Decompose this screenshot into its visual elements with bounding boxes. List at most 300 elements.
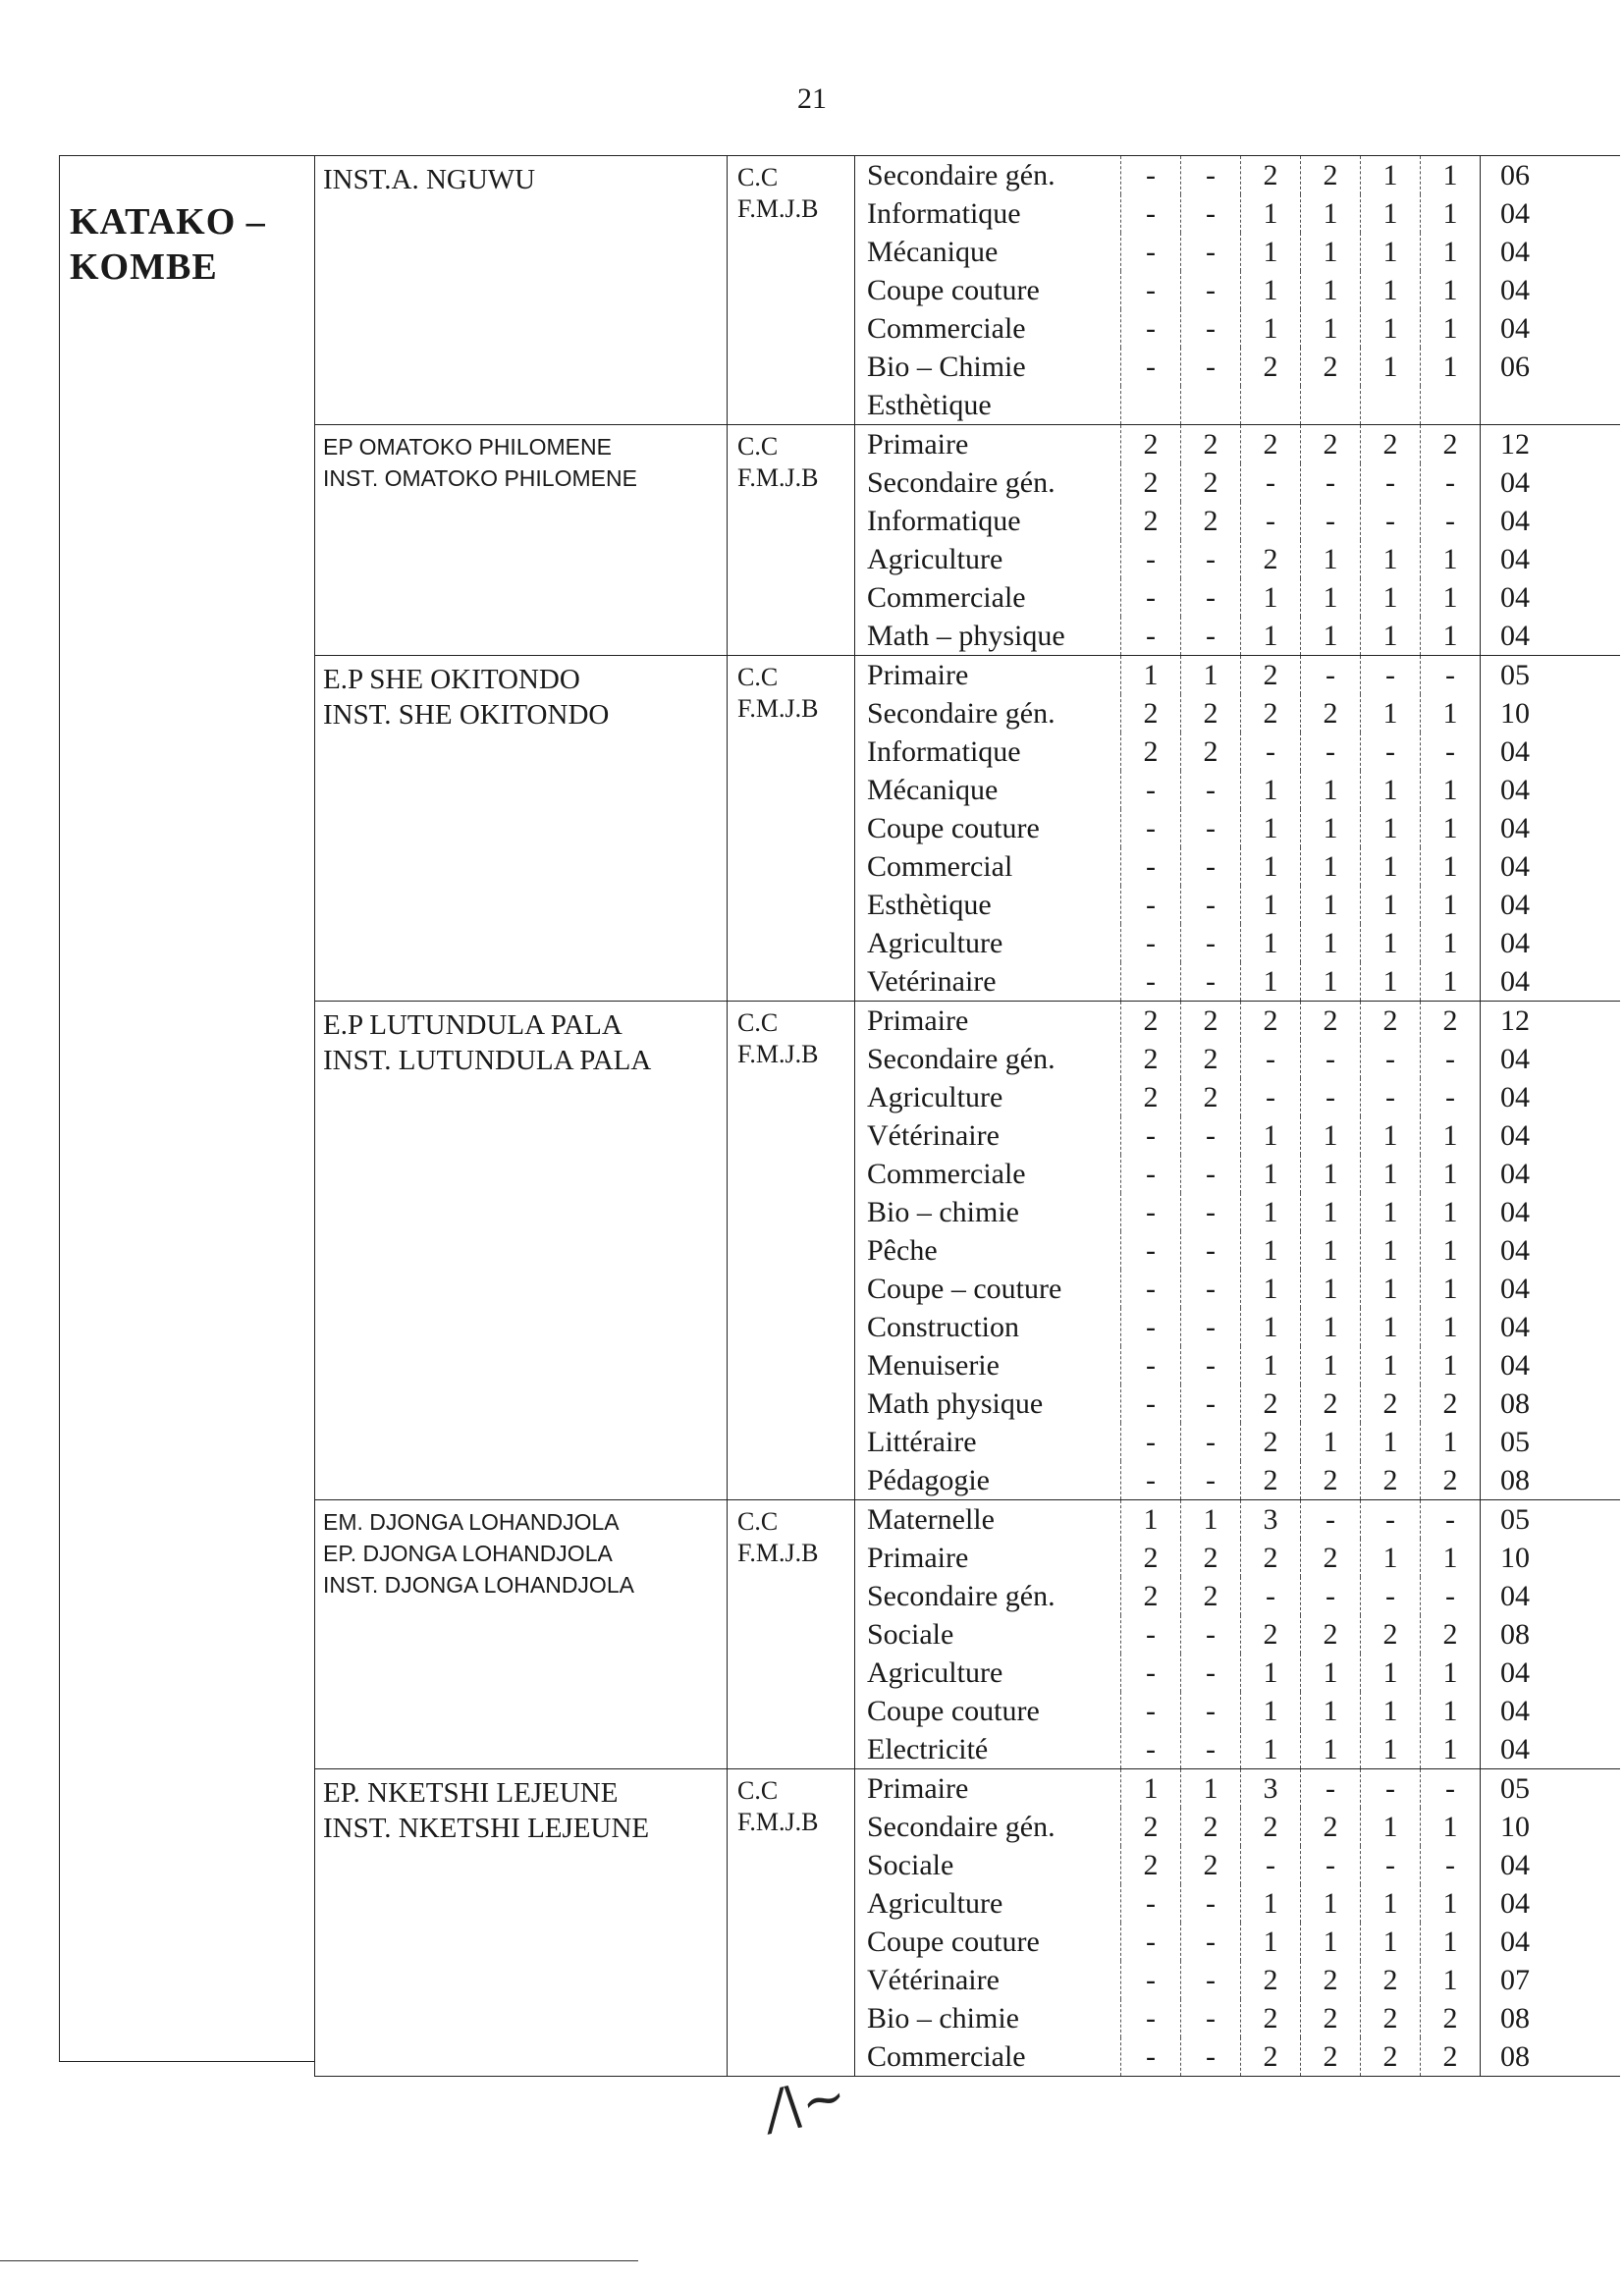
class-count: 1 <box>1420 233 1480 271</box>
table-row <box>855 1884 1620 1923</box>
row-total: 04 <box>1480 847 1549 886</box>
row-total: 04 <box>1480 886 1549 924</box>
option-name: Esthètique <box>867 888 992 921</box>
row-total: 10 <box>1480 1539 1549 1577</box>
class-count: - <box>1120 771 1180 809</box>
class-count: 1 <box>1360 1308 1420 1346</box>
table-row <box>855 1002 1620 1040</box>
table-row <box>855 733 1620 771</box>
class-count: 2 <box>1180 1002 1240 1040</box>
class-count: - <box>1120 1461 1180 1499</box>
table-row <box>855 233 1620 271</box>
class-count: - <box>1120 1654 1180 1692</box>
class-count: 2 <box>1300 1539 1360 1577</box>
option-name: Informatique <box>867 734 1021 768</box>
class-count: 1 <box>1240 233 1300 271</box>
row-total: 04 <box>1480 1654 1549 1692</box>
class-count: 2 <box>1300 156 1360 194</box>
row-total: 05 <box>1480 1769 1549 1808</box>
class-count: - <box>1180 348 1240 386</box>
school-name-cell <box>315 1769 728 2076</box>
row-total: 04 <box>1480 1078 1549 1116</box>
option-name: Secondaire gén. <box>867 696 1056 730</box>
row-total: 04 <box>1480 1692 1549 1730</box>
class-count: - <box>1360 1846 1420 1884</box>
class-count: 2 <box>1360 1999 1420 2037</box>
management-cell <box>728 156 855 424</box>
class-count: - <box>1120 1692 1180 1730</box>
row-total: 04 <box>1480 771 1549 809</box>
table-row <box>855 1040 1620 1078</box>
class-count: 1 <box>1360 1539 1420 1577</box>
class-count: 1 <box>1300 1423 1360 1461</box>
class-count: 1 <box>1300 847 1360 886</box>
class-count: 2 <box>1240 1615 1300 1654</box>
row-total: 04 <box>1480 1577 1549 1615</box>
table-row <box>855 1231 1620 1270</box>
class-count: - <box>1180 847 1240 886</box>
class-count: 3 <box>1240 1500 1300 1539</box>
class-count: 1 <box>1240 1270 1300 1308</box>
class-count: - <box>1120 847 1180 886</box>
row-total: 04 <box>1480 1923 1549 1961</box>
table-row <box>855 617 1620 655</box>
option-name: Commerciale <box>867 2039 1026 2073</box>
class-count: 1 <box>1360 1270 1420 1308</box>
class-count: 1 <box>1360 348 1420 386</box>
class-count: 1 <box>1360 771 1420 809</box>
row-total: 04 <box>1480 962 1549 1001</box>
class-count: - <box>1120 2037 1180 2076</box>
row-total: 06 <box>1480 348 1549 386</box>
option-rows <box>855 1002 1620 1499</box>
class-count: 2 <box>1420 1384 1480 1423</box>
table-row <box>855 309 1620 348</box>
class-count: - <box>1120 809 1180 847</box>
class-count: 1 <box>1420 540 1480 578</box>
class-count: 2 <box>1240 2037 1300 2076</box>
class-count: 2 <box>1120 1539 1180 1577</box>
class-count: 2 <box>1120 1002 1180 1040</box>
option-name: Secondaire gén. <box>867 1042 1056 1075</box>
row-total: 04 <box>1480 578 1549 617</box>
table-row <box>855 1730 1620 1768</box>
handwritten-initials: /\~ <box>760 2064 852 2142</box>
table-row <box>855 348 1620 386</box>
class-count: - <box>1360 1769 1420 1808</box>
class-count: 1 <box>1420 694 1480 733</box>
table-row <box>855 1961 1620 1999</box>
option-name: Agriculture <box>867 1655 1003 1689</box>
class-count: - <box>1180 1461 1240 1499</box>
class-count: 1 <box>1240 1730 1300 1768</box>
option-name: Primaire <box>867 1004 969 1037</box>
class-count: 2 <box>1420 425 1480 463</box>
class-count: 1 <box>1300 1730 1360 1768</box>
school-name-cell <box>315 425 728 655</box>
class-count: 1 <box>1120 1500 1180 1539</box>
management-code: C.C <box>737 1776 779 1805</box>
management-code: F.M.J.B <box>737 1040 819 1068</box>
class-count: 1 <box>1240 809 1300 847</box>
row-total: 04 <box>1480 733 1549 771</box>
class-count: 1 <box>1360 271 1420 309</box>
class-count: 1 <box>1360 617 1420 655</box>
class-count: 1 <box>1240 1654 1300 1692</box>
class-count: 1 <box>1240 886 1300 924</box>
management-code: C.C <box>737 663 779 691</box>
option-name: Primaire <box>867 1771 969 1805</box>
class-count: 1 <box>1240 847 1300 886</box>
class-count: - <box>1120 1346 1180 1384</box>
option-name: Construction <box>867 1310 1019 1343</box>
table-row <box>855 156 1620 194</box>
class-count: 1 <box>1420 1654 1480 1692</box>
class-count: - <box>1120 1961 1180 1999</box>
school-name-cell <box>315 1002 728 1499</box>
class-count <box>1420 386 1480 424</box>
class-count: 1 <box>1360 1346 1420 1384</box>
region-name-line: KATAKO – <box>70 201 266 243</box>
class-count: 2 <box>1120 1040 1180 1078</box>
class-count: - <box>1360 1577 1420 1615</box>
class-count: - <box>1180 1384 1240 1423</box>
class-count: 1 <box>1420 1270 1480 1308</box>
class-count: - <box>1300 1769 1360 1808</box>
management-cell <box>728 656 855 1001</box>
row-total: 04 <box>1480 1040 1549 1078</box>
option-name: Vétérinaire <box>867 1963 1000 1996</box>
row-total: 10 <box>1480 1808 1549 1846</box>
row-total: 04 <box>1480 309 1549 348</box>
class-count: 1 <box>1360 309 1420 348</box>
table-row <box>855 1577 1620 1615</box>
class-count: 2 <box>1120 1577 1180 1615</box>
class-count: 2 <box>1300 1384 1360 1423</box>
class-count: - <box>1180 1231 1240 1270</box>
class-count: - <box>1360 1040 1420 1078</box>
class-count: 1 <box>1300 1155 1360 1193</box>
class-count: - <box>1240 1040 1300 1078</box>
class-count: 1 <box>1300 1884 1360 1923</box>
class-count: - <box>1180 924 1240 962</box>
class-count: - <box>1120 578 1180 617</box>
class-count: - <box>1420 1040 1480 1078</box>
class-count: 2 <box>1180 1846 1240 1884</box>
class-count: 1 <box>1360 1884 1420 1923</box>
class-count: - <box>1180 1308 1240 1346</box>
class-count: 1 <box>1300 771 1360 809</box>
class-count: 1 <box>1360 1730 1420 1768</box>
class-count: 2 <box>1180 1078 1240 1116</box>
class-count: 1 <box>1300 809 1360 847</box>
option-name: Coupe couture <box>867 1694 1040 1727</box>
class-count: - <box>1120 617 1180 655</box>
class-count: - <box>1120 1231 1180 1270</box>
table-row <box>855 1193 1620 1231</box>
school-name: EP OMATOKO PHILOMENE <box>323 434 612 460</box>
class-count: 2 <box>1300 1961 1360 1999</box>
class-count: 1 <box>1180 1769 1240 1808</box>
class-count: 1 <box>1300 578 1360 617</box>
class-count: 2 <box>1180 502 1240 540</box>
class-count: - <box>1120 1730 1180 1768</box>
class-count: - <box>1180 1961 1240 1999</box>
school-block <box>314 1768 1620 2077</box>
option-name: Primaire <box>867 658 969 691</box>
school-name: INST. NKETSHI LEJEUNE <box>323 1813 650 1844</box>
management-cell <box>728 1500 855 1768</box>
row-total: 10 <box>1480 694 1549 733</box>
class-count: 1 <box>1300 540 1360 578</box>
class-count: 1 <box>1420 1308 1480 1346</box>
class-count: - <box>1120 1999 1180 2037</box>
class-count: 1 <box>1360 1155 1420 1193</box>
table-row <box>855 1923 1620 1961</box>
table-row <box>855 886 1620 924</box>
class-count: 1 <box>1360 194 1420 233</box>
management-code: F.M.J.B <box>737 1539 819 1567</box>
class-count: 1 <box>1240 1692 1300 1730</box>
class-count: 1 <box>1300 194 1360 233</box>
class-count: 2 <box>1420 1461 1480 1499</box>
class-count: 1 <box>1420 617 1480 655</box>
class-count: 2 <box>1240 1384 1300 1423</box>
option-name: Sociale <box>867 1848 954 1881</box>
option-name: Coupe couture <box>867 1925 1040 1958</box>
row-total: 04 <box>1480 233 1549 271</box>
class-count: - <box>1180 1730 1240 1768</box>
management-code: C.C <box>737 432 779 461</box>
class-count: - <box>1120 194 1180 233</box>
class-count: 2 <box>1240 1999 1300 2037</box>
class-count: 1 <box>1360 156 1420 194</box>
class-count: 1 <box>1180 656 1240 694</box>
table-row <box>855 1078 1620 1116</box>
class-count: 1 <box>1360 1654 1420 1692</box>
table-row <box>855 540 1620 578</box>
school-name: INST.A. NGUWU <box>323 164 536 195</box>
class-count: 2 <box>1300 348 1360 386</box>
class-count: 1 <box>1360 847 1420 886</box>
class-count: 1 <box>1300 271 1360 309</box>
table-row <box>855 1461 1620 1499</box>
class-count: 1 <box>1420 1193 1480 1231</box>
class-count <box>1240 386 1300 424</box>
option-name: Math physique <box>867 1386 1044 1420</box>
class-count: 1 <box>1360 886 1420 924</box>
class-count: 1 <box>1300 1270 1360 1308</box>
class-count: - <box>1420 1846 1480 1884</box>
class-count: - <box>1120 233 1180 271</box>
class-count: 1 <box>1300 1308 1360 1346</box>
class-count: 2 <box>1360 1615 1420 1654</box>
class-count: - <box>1180 1346 1240 1384</box>
row-total: 04 <box>1480 1155 1549 1193</box>
class-count: - <box>1120 924 1180 962</box>
option-name: Primaire <box>867 1541 969 1574</box>
class-count: - <box>1180 271 1240 309</box>
option-name: Mécanique <box>867 773 999 806</box>
class-count: 1 <box>1240 1308 1300 1346</box>
option-name: Bio – chimie <box>867 2001 1019 2035</box>
class-count: 1 <box>1420 309 1480 348</box>
class-count: - <box>1120 1423 1180 1461</box>
class-count: 1 <box>1360 1423 1420 1461</box>
table-row <box>855 1270 1620 1308</box>
option-rows <box>855 156 1620 424</box>
class-count: 2 <box>1180 463 1240 502</box>
row-total: 04 <box>1480 924 1549 962</box>
class-count: - <box>1120 1884 1180 1923</box>
class-count: 2 <box>1120 1846 1180 1884</box>
row-total <box>1480 386 1549 424</box>
class-count: - <box>1240 502 1300 540</box>
class-count: 2 <box>1180 1539 1240 1577</box>
row-total: 04 <box>1480 502 1549 540</box>
class-count: 2 <box>1300 694 1360 733</box>
class-count: - <box>1180 1193 1240 1231</box>
class-count: 1 <box>1360 540 1420 578</box>
row-total: 08 <box>1480 1615 1549 1654</box>
row-total: 04 <box>1480 1846 1549 1884</box>
class-count: - <box>1120 1308 1180 1346</box>
school-block <box>314 1499 1620 1768</box>
row-total: 04 <box>1480 1231 1549 1270</box>
class-count: - <box>1180 1270 1240 1308</box>
class-count: - <box>1180 1654 1240 1692</box>
class-count: - <box>1180 233 1240 271</box>
class-count: 1 <box>1300 962 1360 1001</box>
class-count: - <box>1420 1577 1480 1615</box>
class-count: 1 <box>1420 194 1480 233</box>
class-count: 1 <box>1240 1884 1300 1923</box>
class-count: 2 <box>1300 1999 1360 2037</box>
table-row <box>855 1308 1620 1346</box>
school-name: E.P SHE OKITONDO <box>323 664 580 695</box>
class-count: - <box>1180 1923 1240 1961</box>
class-count: - <box>1360 656 1420 694</box>
class-count: 2 <box>1360 1461 1420 1499</box>
table-row <box>855 1692 1620 1730</box>
class-count: 1 <box>1240 1346 1300 1384</box>
option-name: Bio – chimie <box>867 1195 1019 1228</box>
class-count: 2 <box>1120 694 1180 733</box>
class-count: 2 <box>1300 2037 1360 2076</box>
row-total: 12 <box>1480 425 1549 463</box>
class-count: - <box>1180 1116 1240 1155</box>
region-cell <box>59 155 314 2062</box>
table-row <box>855 425 1620 463</box>
class-count: 1 <box>1360 924 1420 962</box>
table-row <box>855 386 1620 424</box>
class-count: 1 <box>1240 1231 1300 1270</box>
class-count: 1 <box>1420 1884 1480 1923</box>
school-name: EP. NKETSHI LEJEUNE <box>323 1777 619 1809</box>
table-row <box>855 1346 1620 1384</box>
class-count: - <box>1180 886 1240 924</box>
row-total: 04 <box>1480 1346 1549 1384</box>
row-total: 04 <box>1480 1116 1549 1155</box>
class-count: - <box>1120 1155 1180 1193</box>
class-count: 2 <box>1240 540 1300 578</box>
class-count: - <box>1180 1884 1240 1923</box>
class-count: 1 <box>1420 809 1480 847</box>
class-count: 1 <box>1300 617 1360 655</box>
class-count: 1 <box>1420 1116 1480 1155</box>
class-count: 1 <box>1240 617 1300 655</box>
management-code: F.M.J.B <box>737 194 819 223</box>
option-name: Commerciale <box>867 580 1026 614</box>
option-rows <box>855 656 1620 1001</box>
class-count: 1 <box>1420 156 1480 194</box>
management-cell <box>728 425 855 655</box>
class-count: 1 <box>1420 578 1480 617</box>
option-name: Agriculture <box>867 1080 1003 1113</box>
row-total: 05 <box>1480 1500 1549 1539</box>
option-name: Secondaire gén. <box>867 1579 1056 1612</box>
class-count: - <box>1360 502 1420 540</box>
option-name: Pédagogie <box>867 1463 990 1496</box>
class-count <box>1120 386 1180 424</box>
class-count: 1 <box>1240 1155 1300 1193</box>
school-name: E.P LUTUNDULA PALA <box>323 1009 623 1041</box>
option-name: Littéraire <box>867 1425 977 1458</box>
class-count: 2 <box>1240 694 1300 733</box>
class-count: 2 <box>1240 156 1300 194</box>
table-row <box>855 1155 1620 1193</box>
option-name: Informatique <box>867 504 1021 537</box>
class-count: 1 <box>1420 1423 1480 1461</box>
school-name: INST. OMATOKO PHILOMENE <box>323 465 637 491</box>
class-count: - <box>1240 1846 1300 1884</box>
class-count: 2 <box>1240 1808 1300 1846</box>
class-count: - <box>1180 1615 1240 1654</box>
class-count: 1 <box>1420 886 1480 924</box>
class-count: - <box>1300 1078 1360 1116</box>
class-count: - <box>1240 1078 1300 1116</box>
table-row <box>855 1769 1620 1808</box>
class-count: 1 <box>1360 809 1420 847</box>
class-count: 2 <box>1180 733 1240 771</box>
class-count: 1 <box>1240 309 1300 348</box>
class-count: 1 <box>1300 1346 1360 1384</box>
class-count: 1 <box>1360 578 1420 617</box>
class-count: 2 <box>1240 348 1300 386</box>
row-total: 04 <box>1480 617 1549 655</box>
class-count: 1 <box>1240 1193 1300 1231</box>
table-row <box>855 1846 1620 1884</box>
management-code: F.M.J.B <box>737 1808 819 1836</box>
school-name: EM. DJONGA LOHANDJOLA <box>323 1509 620 1535</box>
class-count: - <box>1180 1423 1240 1461</box>
class-count: 1 <box>1240 771 1300 809</box>
class-count: - <box>1420 1500 1480 1539</box>
class-count: 1 <box>1240 924 1300 962</box>
class-count: 2 <box>1180 1577 1240 1615</box>
class-count: - <box>1300 502 1360 540</box>
class-count: 1 <box>1420 1692 1480 1730</box>
class-count: - <box>1180 962 1240 1001</box>
table-row <box>855 578 1620 617</box>
option-name: Coupe – couture <box>867 1272 1062 1305</box>
option-name: Maternelle <box>867 1502 995 1536</box>
row-total: 04 <box>1480 271 1549 309</box>
class-count: - <box>1360 733 1420 771</box>
class-count: - <box>1120 1923 1180 1961</box>
class-count: - <box>1360 463 1420 502</box>
management-cell <box>728 1002 855 1499</box>
